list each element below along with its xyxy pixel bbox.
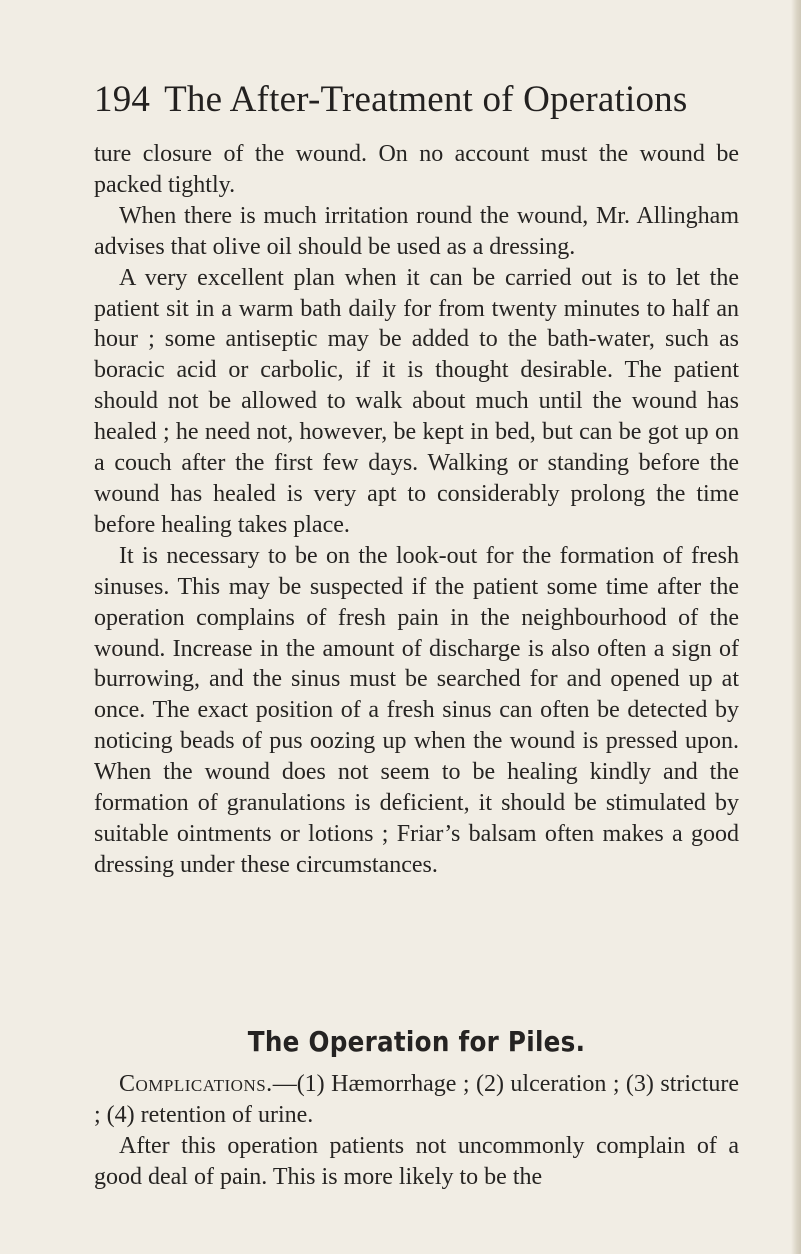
complications-label: Complications. [119,1071,273,1097]
paragraph-4: It is necessary to be on the look-out for the formation of fresh sinuses. This may be suspected if the patient some time after the operation complains of fresh pain in the neighbourhood of the wound. Increase in the amount of discharge is also often a sign of burrowing, and the sinus must be searched for and opened up at once. The exact position of a fresh sinus can often be detected by noticing beads of pus oozing up when the wound is pressed upon. When the wound does not seem to be healing kindly and the formation of granulations is deficient, it should be stimulated by suitable ointments or lotions ; Friar’s balsam often makes a good dressing under these circumstances. [94,542,739,878]
running-title: The After-Treatment of Operations [164,79,688,120]
section-heading: The Operation for Piles. [247,1025,586,1058]
paragraph-1: ture closure of the wound. On no account must the wound be packed tightly. [94,141,739,198]
complications-text: —(1) Hæmorrhage ; (2) ulceration ; (3) stricture ; (4) retention of urine. [94,1071,739,1128]
paragraph-2: When there is much irritation round the wound, Mr. Allingham advises that olive oil should be used as a dressing. [94,202,739,260]
page-number: 194 [94,79,151,120]
running-header [94,76,734,124]
section-body-text [94,1069,739,1193]
paragraph-after-operation: After this operation patients not uncommonly complain of a good deal of pain. This is more likely to be the [94,1132,739,1190]
paragraph-3: A very excellent plan when it can be carried out is to let the patient sit in a warm bath daily for from twenty minutes to half an hour ; some antiseptic may be added to the bath-water, such as boracic acid or carbolic, if it is thought desirable. The patient should not be allowed to walk about much until the wound has healed ; he need not, however, be kept in bed, but can be got up on a couch after the first few days. Walking or standing before the wound has healed is very apt to considerably prolong the time before healing takes place. [94,264,739,538]
complications-paragraph [94,1069,739,1131]
body-text [94,139,739,881]
page-edge-shadow [791,0,801,1254]
